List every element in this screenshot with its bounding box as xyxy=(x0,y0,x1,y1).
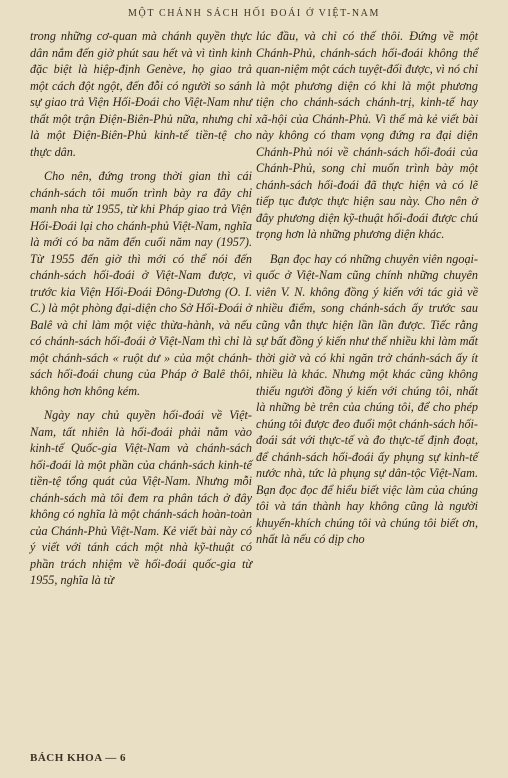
running-header: MỘT CHÁNH SÁCH HỐI ĐOÁI Ở VIỆT-NAM xyxy=(128,8,380,19)
left-column xyxy=(30,28,252,597)
right-column xyxy=(256,28,478,556)
paragraph-continued: trong những cơ-quan mà chánh quyền thực dân nắm đến giờ phút sau hết và vì tình kinh đặc biệt là hiệp-định Genève, họ giao trả một cách đột ngột, đến đỗi có người so sánh sự giao trả Viện Hối-Đoái cho Việt-Nam như thất một trận Điện-Biên-Phủ nữa, nhưng chỉ là một Điện-Biên-Phủ kinh-tế tiền-tệ cho thực dân. xyxy=(30,29,252,159)
page-footer: BÁCH KHOA — 6 xyxy=(30,752,127,764)
paragraph: Ngày nay chủ quyền hối-đoái về Việt-Nam, tất nhiên là hối-đoái phải nằm vào kinh-tế Quốc-gia Việt-Nam và chánh-sách hối-đoái là một phần của chánh-sách kinh-tế tiền-tệ tổng quát của Việt-Nam. Nhưng mỗi chánh-sách mà tôi đem ra phân tách ở đây không có nghĩa là một chánh-sách hoàn-toàn của Chánh-Phủ Việt-Nam. Kẻ viết bài này có ý viết với tánh cách một nhà kỹ-thuật có phần trách nhiệm về hối-đoái quốc-gia từ 1955, nghĩa là từ xyxy=(30,408,252,587)
paragraph-continued: lúc đầu, và chỉ có thế thôi. Đứng về một Chánh-Phủ, chánh-sách hối-đoái không thể quan-niệm một cách tuyệt-đối được, vì nó chỉ là một phương diện có khi là một phương tiện cho chánh-sách chánh-trị, kinh-tế hay xã-hội của Chánh-Phủ. Vì thế mà kẻ viết bài này không có tham vọng đứng ra đại diện Chánh-Phủ nói về chánh-sách hối-đoái của Chánh-Phủ, song chỉ muốn trình bày một chánh-sách hối-đoái đã thực hiện và có lẽ tiếp tục được thực hiện sau này. Cho nên ở đây phương diện kỹ-thuật hối-đoái được chú trọng hơn là những phương diện khác. xyxy=(256,29,478,241)
paragraph: Bạn đọc hay có những chuyên viên ngoại-quốc ở Việt-Nam cũng chính những chuyên viên V. N. không đồng ý kiến với tác giả về nhiều điểm, song chánh-sách ấy trước sau cũng vẫn thực hiện lần lần được. Tiếc rằng sự bất đồng ý kiến như thế nhiều khi làm mất thời giờ và có khi ngăn trở chánh-sách ấy ít nhiều là khác. Nhưng một khác cũng không thiếu người đồng ý kiến với chúng tôi, nhất là những bè trên của chúng tôi, để cho phép chúng tôi được đeo đuổi một chánh-sách hối-đoái sát với thực-tế và đo thực-tế định đoạt, để chánh-sách hối-đoái ấy phụng sự kinh-tế nước nhà, tức là phụng sự dân-tộc Việt-Nam. Bạn đọc đọc để hiểu biết việc làm của chúng tôi và tán thành hay không cũng là người khuyến-khích chúng tôi và chúng tôi biết ơn, nhất là nếu có dịp cho xyxy=(256,251,478,546)
paragraph: Cho nên, đứng trong thời gian thì cái chánh-sách tôi muốn trình bày ra đây chỉ manh nha từ 1955, từ khi Pháp giao trả Viện Hối-Đoái lại cho chánh-phủ Việt-Nam, nghĩa là mới có ba năm đến cuối năm nay (1957). Từ 1955 đến giờ thì mới có thể nói đến chánh-sách hối-đoái ở Việt-Nam được, vì trước kia Viện Hối-Đoái Đông-Dương (O. I. C.) là một phòng đại-diện cho Sở Hối-Đoái ở Balê và chỉ làm một việc thừa-hành, và nếu có chánh-sách hối-đoái ở Việt-Nam thì chỉ là một chánh-sách « ruột dư » của một chánh-sách hối-đoái chung của Pháp ở Balê thôi, không hơn không kém. xyxy=(30,169,252,398)
